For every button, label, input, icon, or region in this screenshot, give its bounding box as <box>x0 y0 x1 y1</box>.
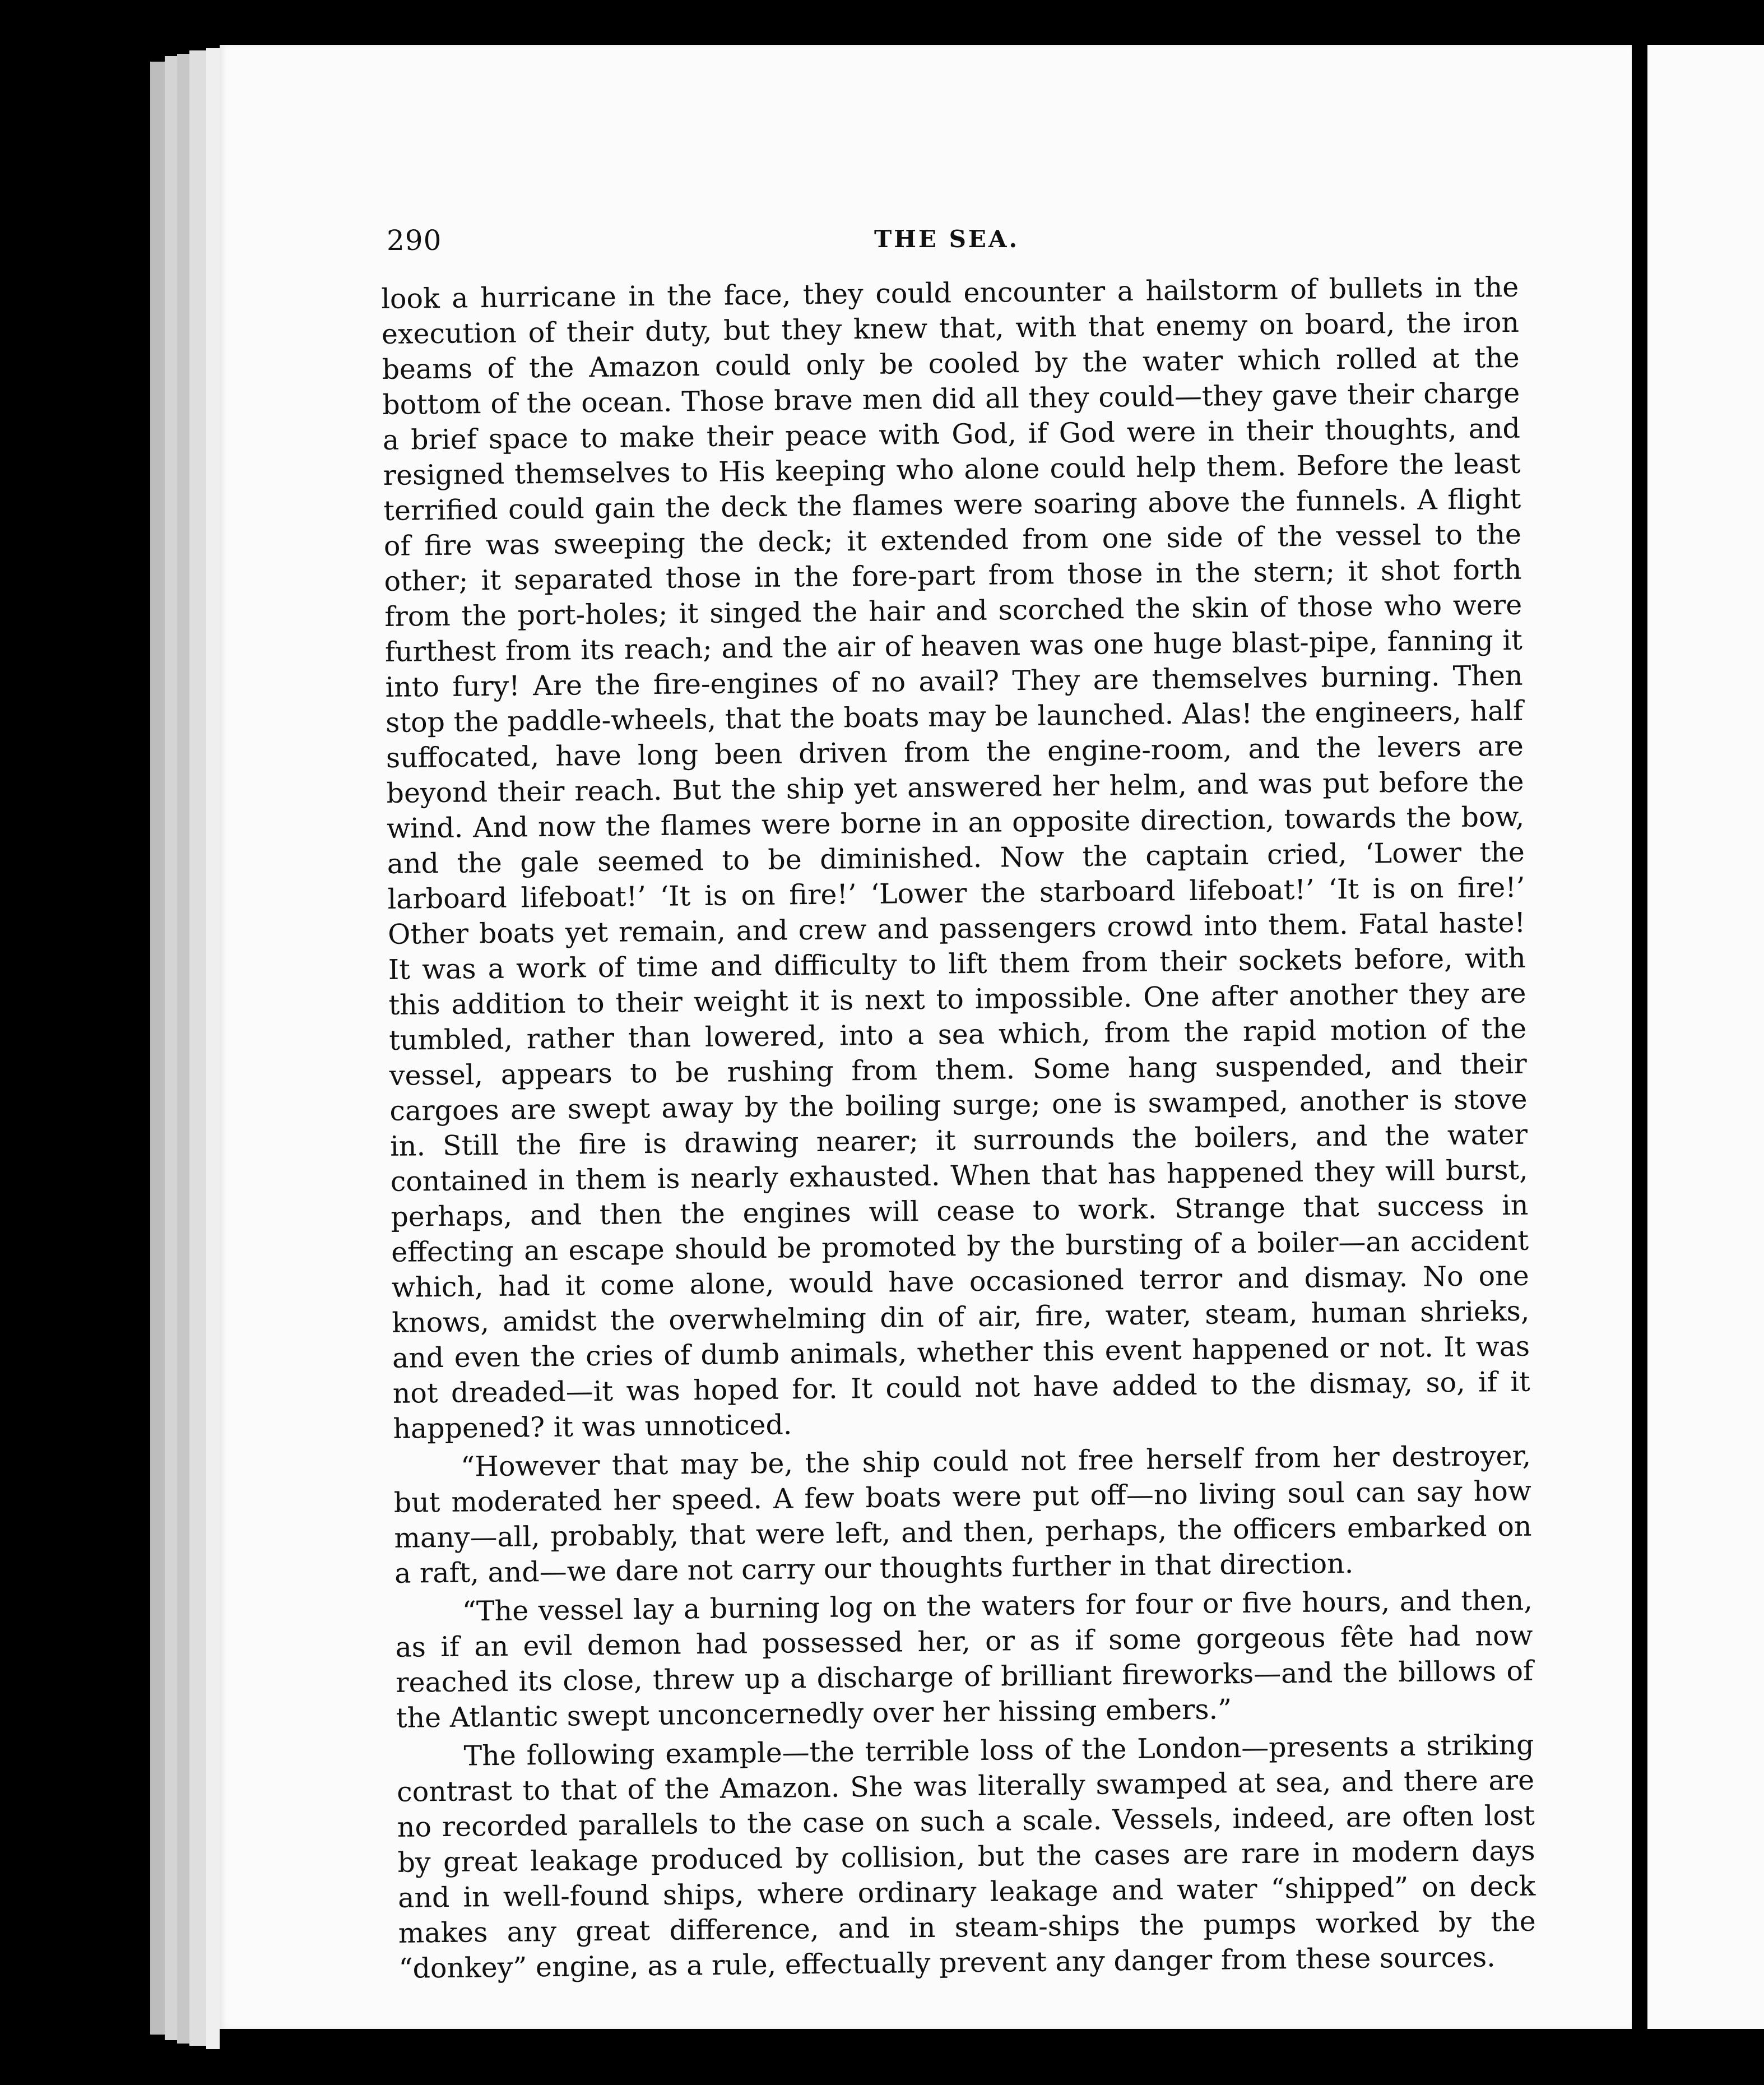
paragraph: The following example—the terrible loss of the London—presents a striking contrast to that of the Amazon. She was literally swamped at sea, and there are no recorded parallels to the case on such a scale. Vessels, indeed, are often lost by great leakage produced by collision, but the cases are rare in modern days and in well-found ships, where ordinary leakage and water “shipped” on deck makes any great difference, and in steam-ships the pumps worked by the “donkey” engine, as a rule, effectually prevent any danger from these sources. <box>396 1729 1536 1985</box>
page-edge <box>177 54 189 2044</box>
facing-page-edge <box>1647 45 1764 2029</box>
page-edge <box>165 56 177 2040</box>
page-edge <box>150 62 165 2035</box>
paragraph: “The vessel lay a burning log on the waters for four or five hours, and then, as if an evil demon had possessed her, or as if some gorgeous fête had now reached its close, threw up a discharge of brilliant fireworks—and the billows of the Atlantic swept unconcernedly over her hissing embers.” <box>395 1584 1534 1734</box>
body-text <box>381 270 1536 1986</box>
running-title: THE SEA. <box>874 225 1020 253</box>
page-number: 290 <box>387 224 442 257</box>
paragraph: look a hurricane in the face, they could encounter a hailstorm of bullets in the execution of their duty, but they knew that, with that enemy on board, the iron beams of the Amazon could only be cooled by the water which rolled at the bottom of the ocean. Those brave men did all they could—they gave their charge a brief space to make their peace with God, if God were in their thoughts, and resigned themselves to His keeping who alone could help them. Before the least terrified could gain the deck the flames were soaring above the funnels. A flight of fire was sweeping the deck; it extended from one side of the vessel to the other; it separated those in the fore-part from those in the stern; it shot forth from the port-holes; it singed the hair and scorched the skin of those who were furthest from its reach; and the air of heaven was one huge blast-pipe, fanning it into fury! Are the fire-engines of no avail? They are themselves burning. Then stop the paddle-wheels, that the boats may be launched. Alas! the engineers, half suffocated, have long been driven from the engine-room, and the levers are beyond their reach. But the ship yet answered her helm, and was put before the wind. And now the flames were borne in an opposite direction, towards the bow, and the gale seemed to be diminished. Now the captain cried, ‘Lower the larboard lifeboat!’ ‘It is on fire!’ ‘Lower the starboard lifeboat!’ ‘It is on fire!’ Other boats yet remain, and crew and passengers crowd into them. Fatal haste! It was a work of time and difficulty to lift them from their sockets before, with this addition to their weight it is next to impossible. One after another they are tumbled, rather than lowered, into a sea which, from the rapid motion of the vessel, appears to be rushing from them. Some hang suspended, and their cargoes are swept away by the boiling surge; one is swamped, another is stove in. Still the fire is drawing nearer; it surrounds the boilers, and the water contained in them is nearly exhausted. When that has happened they will burst, perhaps, and then the engines will cease to work. Strange that success in effecting an escape should be promoted by the bursting of a boiler—an accident which, had it come alone, would have occasioned terror and dismay. No one knows, amidst the overwhelming din of air, fire, water, steam, human shrieks, and even the cries of dumb animals, whether this event happened or not. It was not dreaded—it was hoped for. It could not have added to the dismay, so, if it happened? it was unnoticed. <box>381 271 1530 1445</box>
page-edge <box>189 50 206 2046</box>
running-head <box>387 224 1507 263</box>
page-edge <box>206 48 220 2049</box>
paragraph: “However that may be, the ship could not free herself from her destroyer, but moderated her speed. A few boats were put off—no living soul can say how many—all, probably, that were left, and then, perhaps, the officers embarked on a raft, and—we dare not carry our thoughts further in that direction. <box>393 1439 1532 1590</box>
